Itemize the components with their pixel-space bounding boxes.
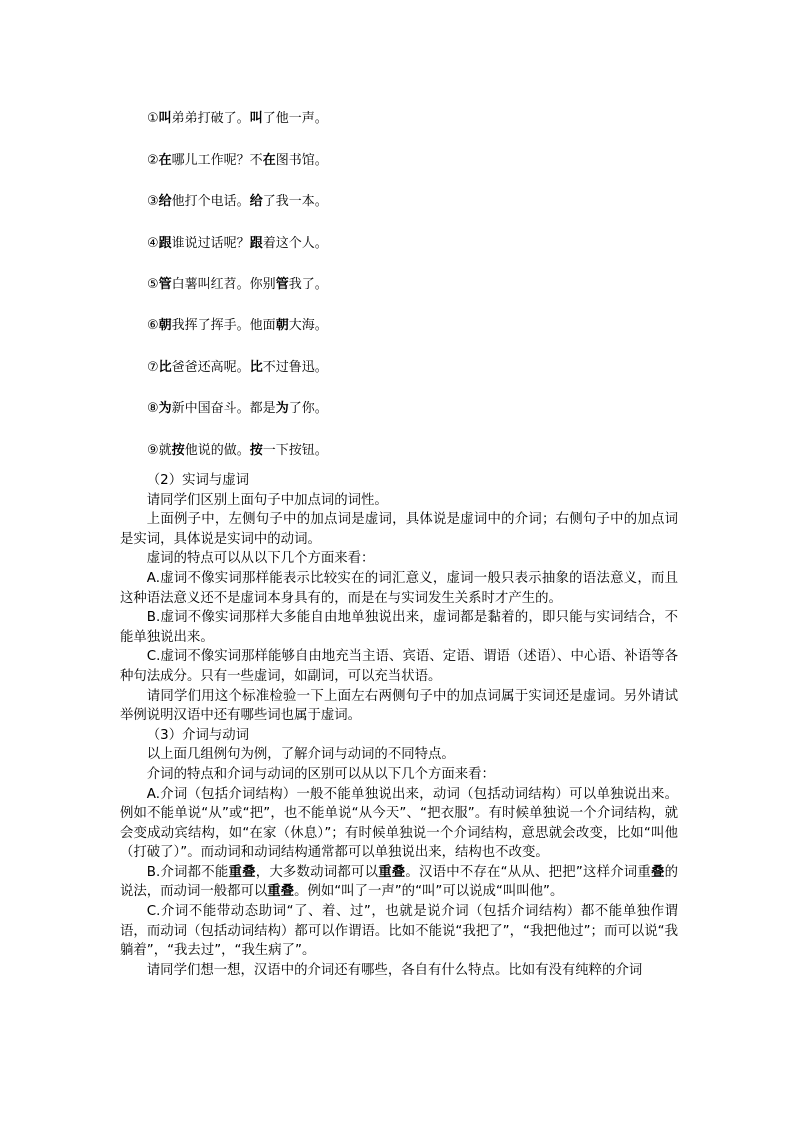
- example-text: 就: [158, 443, 172, 458]
- dotted-word: 管: [275, 277, 289, 292]
- paragraph: C.介词不能带动态助词“了、着、过”，也就是说介词（包括介词结构）都不能单独作谓语，而动词（包括动词结构）都可以作谓语。比如不能说“我把了”，“我把他过”；而可以说“我躺着”，“我去过”，“我生病了”。: [120, 904, 678, 959]
- text-run: 。例如“叫了一声”的“叫”可以说成“叫叫他”。: [294, 884, 564, 900]
- dotted-word: 叫: [249, 111, 263, 126]
- text-run: 的说法，而动词一般都可以: [120, 864, 679, 900]
- bold-word: 重叠: [267, 884, 295, 900]
- bold-word: 重叠: [228, 864, 256, 880]
- example-number: ⑧: [147, 401, 159, 416]
- paragraph: 请同学们用这个标准检验一下上面左右两侧句子中的加点词属于实词还是虚词。另外请试举例说明汉语中还有哪些词也属于虚词。: [120, 688, 678, 724]
- example-text: 着这个人。: [262, 236, 328, 251]
- example-text: 谁说过话呢？: [171, 236, 250, 251]
- example-number: ⑥: [147, 318, 159, 333]
- example-text: 爸爸还高呢。: [171, 360, 250, 375]
- example-text: 了他一声。: [262, 111, 328, 126]
- example-2: [147, 153, 328, 169]
- dotted-word: 跟: [249, 236, 263, 251]
- example-text: 我挥了挥手。他面: [171, 318, 276, 333]
- section-heading-2: （2）实词与虚词: [146, 473, 250, 488]
- paragraph: [120, 863, 678, 902]
- example-6: [147, 318, 328, 334]
- bold-word: 重叠: [378, 864, 406, 880]
- text-run: ，大多数动词都可以: [255, 864, 379, 880]
- dotted-word: 为: [275, 401, 289, 416]
- example-number: ④: [147, 236, 159, 251]
- paragraph: 虚词的特点可以从以下几个方面来看：: [146, 551, 375, 567]
- text-run: B.介词都不能: [146, 864, 229, 880]
- example-number: ⑤: [147, 277, 159, 292]
- dotted-word: 朝: [158, 318, 172, 333]
- example-text: 白薯叫红苕。你别: [171, 277, 276, 292]
- dotted-word: 比: [249, 360, 263, 375]
- dotted-word: 给: [158, 194, 172, 209]
- example-text: 我了。: [288, 277, 328, 292]
- example-number: ⑦: [147, 360, 159, 375]
- body-text: [120, 471, 678, 980]
- example-1: [147, 111, 328, 127]
- paragraph: A.介词（包括介词结构）一般不能单独说出来，动词（包括动词结构）可以单独说出来。例如不能单说“从”或“把”，也不能单说“从今天”、“把衣服”。有时候单独说一个介词结构，就会变成动宾结构，如“在家（休息）”；有时候单独说一个介词结构，意思就会改变，比如“叫他（打破了）”。而动词和动词结构通常都可以单独说出来，结构也不改变。: [120, 786, 678, 861]
- paragraph: 请同学们想一想，汉语中的介词还有哪些，各自有什么特点。比如有没有纯粹的介词: [146, 962, 643, 978]
- example-text: 哪儿工作呢？不: [171, 153, 263, 168]
- paragraph: 介词的特点和介词与动词的区别可以从以下几个方面来看：: [146, 766, 495, 782]
- example-text: 弟弟打破了。: [171, 111, 250, 126]
- dotted-word: 比: [158, 360, 172, 375]
- paragraph: 以上面几组例句为例，了解介词与动词的不同特点。: [146, 747, 455, 763]
- example-text: 了你。: [288, 401, 328, 416]
- example-8: [147, 401, 328, 417]
- example-number: ③: [147, 194, 159, 209]
- paragraph: A.虚词不像实词那样能表示比较实在的词汇意义，虚词一般只表示抽象的语法意义，而且这种语法意义还不是虚词本身具有的，而是在与实词发生关系时才产生的。: [120, 570, 678, 606]
- example-7: [147, 360, 328, 376]
- example-9: [147, 443, 328, 459]
- paragraph: 请同学们区别上面句子中加点词的词性。: [146, 492, 388, 508]
- paragraph: C.虚词不像实词那样能够自由地充当主语、宾语、定语、谓语（述语）、中心语、补语等各种句法成分。只有一些虚词，如副词，可以充当状语。: [120, 649, 678, 684]
- text-run: 。汉语中不存在“从从、把把”这样介词重: [405, 864, 652, 880]
- dotted-word: 跟: [158, 236, 172, 251]
- example-number: ①: [147, 111, 159, 126]
- example-text: 他打个电话。: [171, 194, 250, 209]
- dotted-word: 叫: [158, 111, 172, 126]
- example-3: [147, 194, 328, 210]
- example-4: [147, 236, 328, 252]
- bold-word: 叠: [651, 864, 665, 880]
- example-text: 不过鲁迅。: [262, 360, 328, 375]
- example-text: 图书馆。: [275, 153, 328, 168]
- example-text: 新中国奋斗。都是: [171, 401, 276, 416]
- example-5: [147, 277, 328, 293]
- example-text: 一下按钮。: [262, 443, 328, 458]
- example-text: 他说的做。: [184, 443, 250, 458]
- paragraph: B.虚词不像实词那样大多能自由地单独说出来，虚词都是黏着的，即只能与实词结合，不能单独说出来。: [120, 610, 678, 645]
- section-heading-3: （3）介词与动词: [146, 727, 250, 743]
- paragraph: 上面例子中，左侧句子中的加点词是虚词，具体说是虚词中的介词；右侧句子中的加点词是实词，具体说是实词中的动词。: [120, 512, 678, 547]
- example-number: ②: [147, 153, 159, 168]
- dotted-word: 为: [158, 401, 172, 416]
- dotted-word: 按: [171, 443, 185, 458]
- example-text: 了我一本。: [262, 194, 328, 209]
- dotted-word: 按: [249, 443, 263, 458]
- dotted-word: 在: [158, 153, 172, 168]
- example-text: 大海。: [288, 318, 328, 333]
- example-number: ⑨: [147, 443, 159, 458]
- dotted-word: 给: [249, 194, 263, 209]
- dotted-word: 管: [158, 277, 172, 292]
- dotted-word: 朝: [275, 318, 289, 333]
- dotted-word: 在: [262, 153, 276, 168]
